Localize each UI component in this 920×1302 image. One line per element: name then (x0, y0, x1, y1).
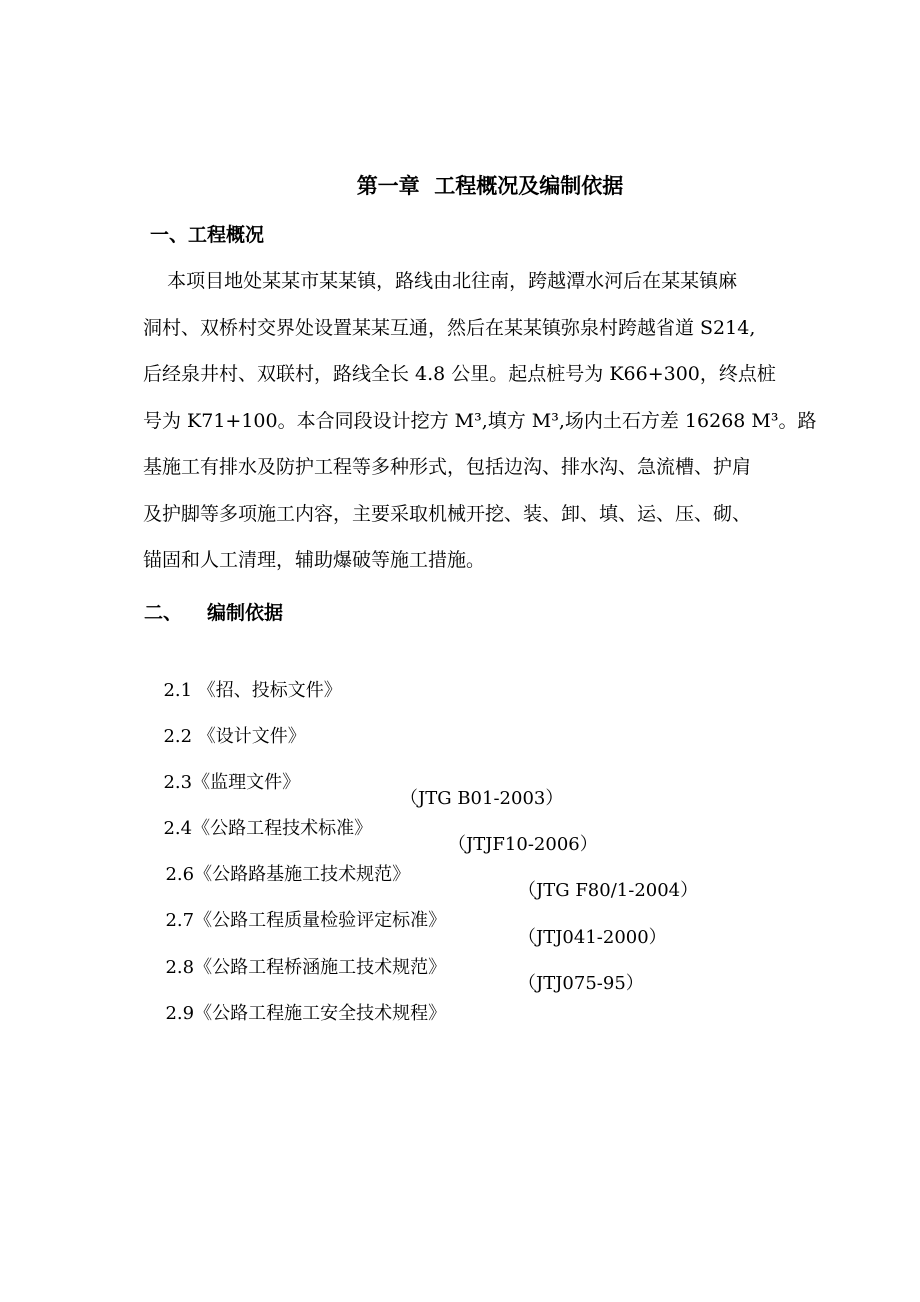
section-number: 二、 (144, 602, 183, 624)
reference-code: （JTG B01-2003） (400, 788, 564, 809)
reference-label: 2.3《监理文件》 (163, 772, 301, 793)
reference-label: 2.1 《招、投标文件》 (163, 680, 342, 701)
section-title: 编制依据 (207, 602, 284, 624)
paragraph-line: 本项目地处某某市某某镇，路线由北往南，跨越潭水河后在某某镇麻 (143, 270, 738, 292)
reference-item (154, 969, 674, 1059)
reference-label: 2.7《公路工程质量检验评定标准》 (165, 910, 447, 931)
reference-label: 2.4《公路工程技术标准》 (163, 818, 373, 839)
reference-label: 2.2 《设计文件》 (163, 726, 306, 747)
reference-code: （JTJF10-2006） (448, 834, 598, 855)
paragraph-line: 洞村、双桥村交界处设置某某互通，然后在某某镇弥泉村跨越省道 S214, (143, 317, 756, 339)
reference-label: 2.8《公路工程桥涵施工技术规范》 (165, 957, 447, 978)
reference-label: 2.6《公路路基施工技术规范》 (165, 864, 411, 885)
reference-code: （JTG F80/1-2004） (518, 880, 699, 901)
chapter-title: 第一章 工程概况及编制依据 (356, 174, 624, 198)
paragraph-line: 锚固和人工清理，辅助爆破等施工措施。 (143, 549, 486, 571)
section-heading-overview: 一、工程概况 (150, 224, 265, 246)
reference-label: 2.9《公路工程施工安全技术规程》 (165, 1003, 447, 1024)
section-heading-basis (144, 597, 283, 629)
paragraph-line: 基施工有排水及防护工程等多种形式，包括边沟、排水沟、急流槽、护肩 (143, 456, 752, 478)
paragraph-line: 后经泉井村、双联村，路线全长 4.8 公里。起点桩号为 K66+300，终点桩 (143, 363, 776, 385)
reference-code: （JTJ075-95） (518, 973, 644, 994)
paragraph-line: 及护脚等多项施工内容，主要采取机械开挖、装、卸、填、运、压、砌、 (143, 503, 752, 525)
paragraph-line: 号为 K71+100。本合同段设计挖方 M³,填方 M³,场内土石方差 16268 M³。路 (143, 410, 817, 432)
reference-code: （JTJ041-2000） (518, 927, 667, 948)
